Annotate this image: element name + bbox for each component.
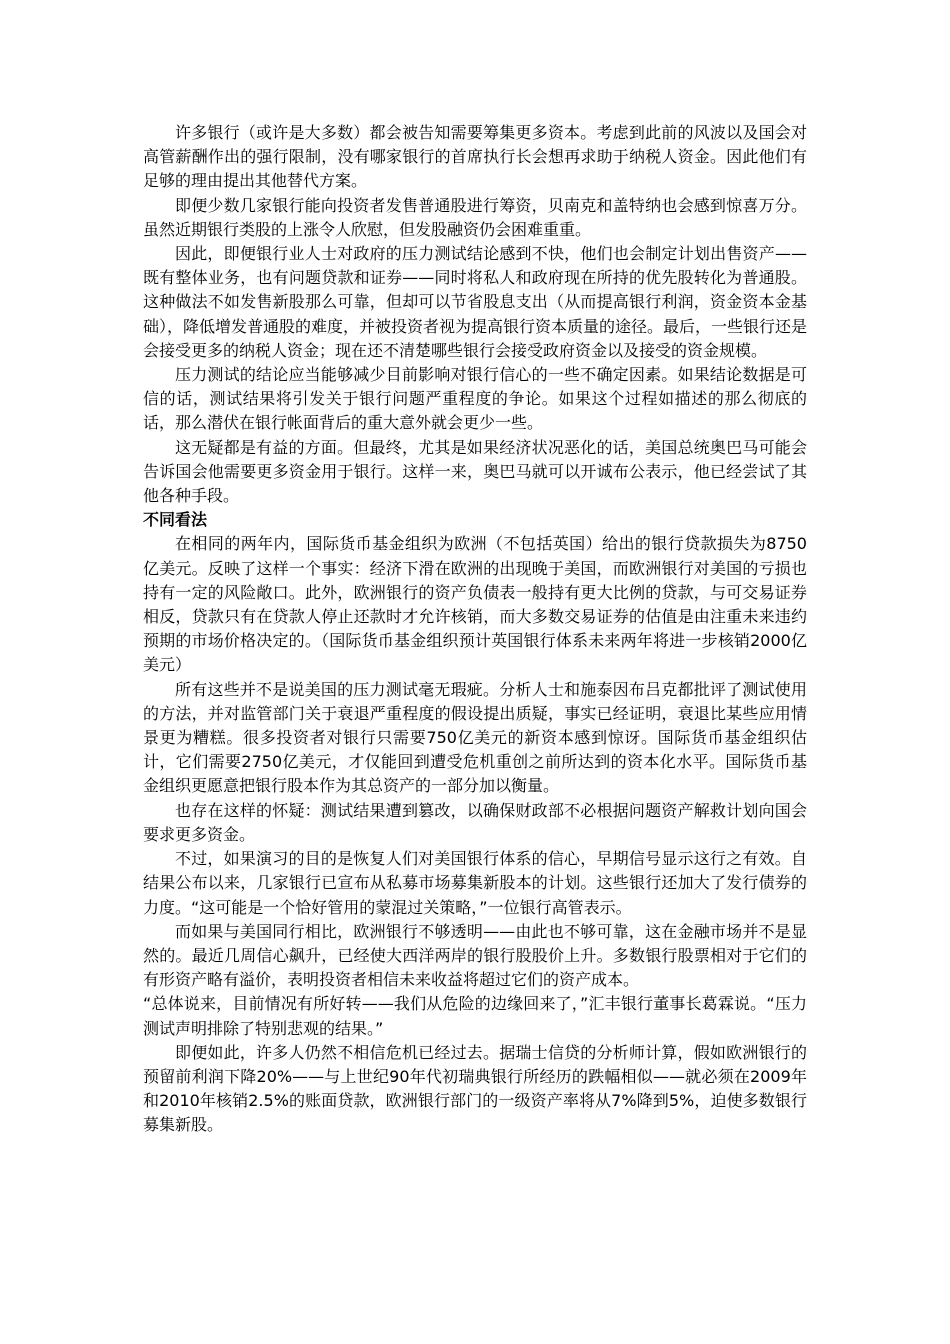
paragraph-capital-raising: 许多银行（或许是大多数）都会被告知需要筹集更多资本。考虑到此前的风波以及国会对高管薪酬作出的强行限制，没有哪家银行的首席执行长会想再求助于纳税人资金。因此他们有足够的理由提出其他替代方案。 xyxy=(143,123,807,191)
paragraph-test-criticism: 所有这些并不是说美国的压力测试毫无瑕疵。分析人士和施泰因布吕克都批评了测试使用的方法，并对监管部门关于衰退严重程度的假设提出质疑，事实已经证明，衰退比某些应用情景更为糟糕。很多投资者对银行只需要750亿美元的新资本感到惊讶。国际货币基金组织估计，它们需要2750亿美元，才仅能回到遭受危机重创之前所达到的资本化水平。国际货币基金组织更愿意把银行股本作为其总资产的一部分加以衡量。 xyxy=(143,679,807,796)
paragraph-suspicion: 也存在这样的怀疑：测试结果遭到篡改，以确保财政部不必根据问题资产解救计划向国会要求更多资金。 xyxy=(143,800,807,844)
paragraph-hsbc-quote: “总体说来，目前情况有所好转——我们从危险的边缘回来了，”汇丰银行董事长葛霖说。“压力测试声明排除了特别悲观的结果。” xyxy=(143,994,807,1038)
paragraph-transparency: 而如果与美国同行相比，欧洲银行不够透明——由此也不够可靠，这在金融市场并不是显然的。最近几周信心飙升，已经使大西洋两岸的银行股股价上升。多数银行股票相对于它们的有形资产略有溢价，表明投资者相信未来收益将超过它们的资产成本。 xyxy=(143,921,807,990)
document-page xyxy=(143,121,807,1138)
paragraph-imf-europe: 在相同的两年内，国际货币基金组织为欧洲（不包括英国）给出的银行贷款损失为8750亿美元。反映了这样一个事实：经济下滑在欧洲的出现晚于美国，而欧洲银行对美国的亏损也持有一定的风险敞口。此外，欧洲银行的资产负债表一般持有更大比例的贷款，与可交易证券相反，贷款只有在贷款人停止还款时才允许核销，而大多数交易证券的估值是由注重未来违约预期的市场价格决定的。（国际货币基金组织预计英国银行体系未来两年将进一步核销2000亿美元） xyxy=(143,534,807,675)
paragraph-obama: 这无疑都是有益的方面。但最终，尤其是如果经济状况恶化的话，美国总统奥巴马可能会告诉国会他需要更多资金用于银行。这样一来，奥巴马就可以开诚布公表示，他已经尝试了其他各种手段。 xyxy=(143,437,807,506)
paragraph-credit-suisse: 即便如此，许多人仍然不相信危机已经过去。据瑞士信贷的分析师计算，假如欧洲银行的预留前利润下降20%——与上世纪90年代初瑞典银行所经历的跌幅相似——就必须在2009年和2010年核销2.5%的账面贷款，欧洲银行部门的一级资产率将从7%降到5%，迫使多数银行募集新股。 xyxy=(143,1042,807,1135)
paragraph-uncertainty: 压力测试的结论应当能够减少目前影响对银行信心的一些不确定因素。如果结论数据是可信的话，测试结果将引发关于银行问题严重程度的争论。如果这个过程如描述的那么彻底的话，那么潜伏在银行帐面背后的重大意外就会更少一些。 xyxy=(143,365,807,433)
section-heading: 不同看法 xyxy=(143,510,208,530)
paragraph-common-stock: 即便少数几家银行能向投资者发售普通股进行筹资，贝南克和盖特纳也会感到惊喜万分。虽然近期银行类股的上涨令人欣慰，但发股融资仍会困难重重。 xyxy=(143,195,807,239)
paragraph-asset-sales: 因此，即便银行业人士对政府的压力测试结论感到不快，他们也会制定计划出售资产——既有整体业务，也有问题贷款和证券——同时将私人和政府现在所持的优先股转化为普通股。这种做法不如发售新股那么可靠，但却可以节省股息支出（从而提高银行利润，资金资本金基础），降低增发普通股的难度，并被投资者视为提高银行资本质量的途径。最后，一些银行还是会接受更多的纳税人资金；现在还不清楚哪些银行会接受政府资金以及接受的资金规模。 xyxy=(143,244,808,360)
paragraph-early-signals: 不过，如果演习的目的是恢复人们对美国银行体系的信心，早期信号显示这行之有效。自结果公布以来，几家银行已宣布从私募市场募集新股本的计划。这些银行还加大了发行债券的力度。“这可能是一个恰好管用的蒙混过关策略，”一位银行高管表示。 xyxy=(143,849,807,917)
